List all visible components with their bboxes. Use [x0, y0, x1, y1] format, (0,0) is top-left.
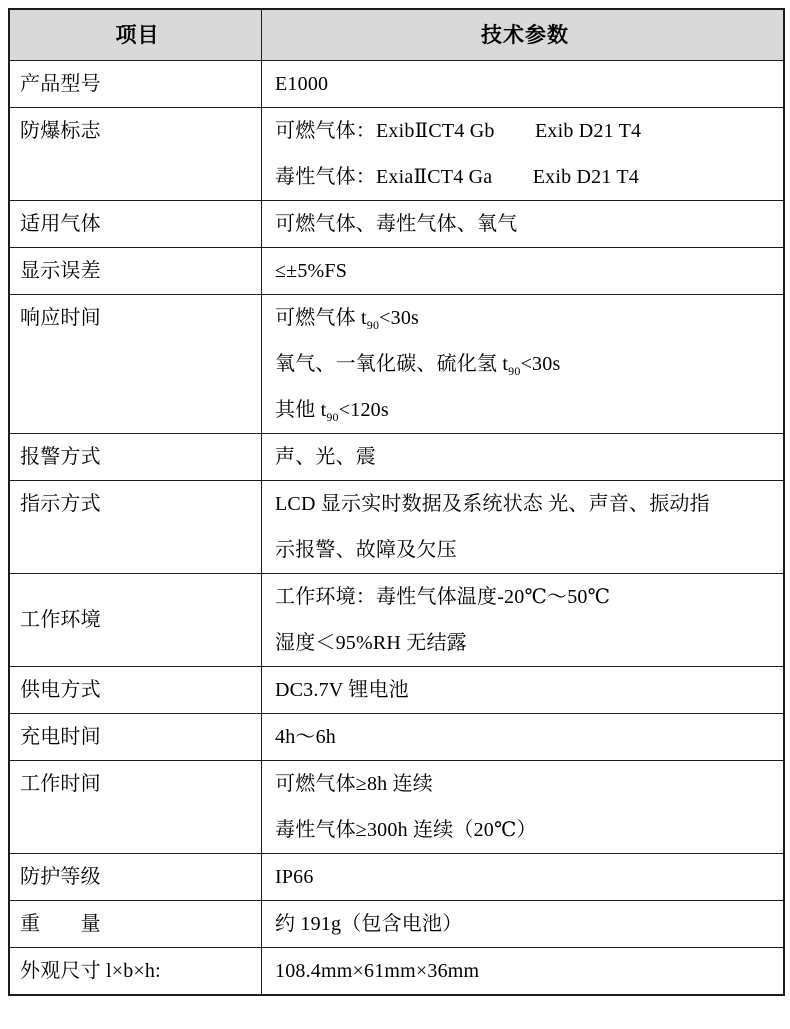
row-value-cell: [262, 481, 783, 573]
row-label-cell: [10, 108, 262, 200]
row-value-cell: [262, 248, 783, 294]
row-value-cell: [262, 295, 783, 433]
table-row: [10, 853, 783, 900]
value-line: 可燃气体：ExibⅡCT4 Gb Exib D21 T4: [275, 120, 642, 142]
row-label-cell: [10, 854, 262, 900]
table-row: [10, 947, 783, 994]
table-row: [10, 433, 783, 480]
row-label: 适用气体: [20, 213, 101, 235]
value-line: LCD 显示实时数据及系统状态 光、声音、振动指: [275, 493, 710, 515]
table-row: [10, 760, 783, 853]
table-row: [10, 294, 783, 433]
row-label-cell: [10, 714, 262, 760]
header-label-item: 项目: [115, 23, 160, 47]
value-line: 毒性气体：ExiaⅡCT4 Ga Exib D21 T4: [275, 166, 639, 188]
row-label: 响应时间: [20, 307, 101, 329]
row-label-cell: [10, 434, 262, 480]
row-value-cell: [262, 714, 783, 760]
table-row: [10, 60, 783, 107]
row-label-cell: [10, 295, 262, 433]
row-value-cell: [262, 948, 783, 994]
row-label-cell: [10, 667, 262, 713]
row-label-cell: [10, 761, 262, 853]
row-label: 充电时间: [20, 726, 101, 748]
value-line: 声、光、震: [275, 446, 376, 468]
row-label: 供电方式: [20, 679, 101, 701]
value-line: IP66: [275, 866, 314, 888]
table-row: [10, 666, 783, 713]
row-label-cell: [10, 201, 262, 247]
row-value-cell: [262, 901, 783, 947]
value-line: 示报警、故障及欠压: [275, 539, 457, 561]
row-label-cell: [10, 948, 262, 994]
row-label-cell: [10, 901, 262, 947]
row-label-cell: [10, 248, 262, 294]
row-label: 外观尺寸 l×b×h:: [20, 960, 161, 982]
value-line: 可燃气体、毒性气体、氧气: [275, 213, 518, 235]
row-label-cell: [10, 481, 262, 573]
table-row: [10, 573, 783, 666]
value-line: 其他 $t_{90}<120s$: [275, 399, 389, 424]
table-row: [10, 247, 783, 294]
header-label-parameters: 技术参数: [481, 23, 569, 47]
value-line: 4h～6h: [275, 726, 336, 748]
row-label: 显示误差: [20, 260, 101, 282]
row-value-cell: [262, 854, 783, 900]
row-value-cell: [262, 434, 783, 480]
value-line: 毒性气体≥300h 连续（20℃）: [275, 819, 537, 841]
row-label: 报警方式: [20, 446, 101, 468]
row-label: 产品型号: [20, 73, 101, 95]
table-header-row: [10, 10, 783, 60]
header-cell-item: [10, 10, 262, 60]
row-label-cell: [10, 574, 262, 666]
value-line: ≤±5%FS: [275, 260, 348, 282]
value-line: 湿度＜95%RH 无结露: [275, 632, 467, 654]
row-label: 工作环境: [20, 609, 101, 631]
table-row: [10, 107, 783, 200]
value-line: 约 191g（包含电池）: [275, 913, 463, 935]
row-value-cell: [262, 761, 783, 853]
value-line: 工作环境：毒性气体温度-20℃～50℃: [275, 586, 611, 608]
row-label: 工作时间: [20, 773, 101, 795]
table-body: [10, 60, 783, 994]
value-line: DC3.7V 锂电池: [275, 679, 409, 701]
value-line: 可燃气体 $t_{90}<30s$: [275, 307, 420, 332]
value-line: 108.4mm×61mm×36mm: [275, 960, 480, 982]
header-cell-parameters: [262, 10, 783, 60]
value-line: 氧气、一氧化碳、硫化氢 $t_{90}<30s$: [275, 353, 561, 378]
row-label: 防爆标志: [20, 120, 101, 142]
row-label-cell: [10, 61, 262, 107]
table-row: [10, 900, 783, 947]
row-label: 防护等级: [20, 866, 101, 888]
row-value-cell: [262, 61, 783, 107]
spec-table: [8, 8, 785, 996]
row-value-cell: [262, 574, 783, 666]
table-row: [10, 480, 783, 573]
value-line: E1000: [275, 73, 329, 95]
row-value-cell: [262, 201, 783, 247]
row-label: 重 量: [20, 913, 101, 935]
table-row: [10, 713, 783, 760]
row-value-cell: [262, 667, 783, 713]
row-value-cell: [262, 108, 783, 200]
row-label: 指示方式: [20, 493, 101, 515]
value-line: 可燃气体≥8h 连续: [275, 773, 433, 795]
table-row: [10, 200, 783, 247]
